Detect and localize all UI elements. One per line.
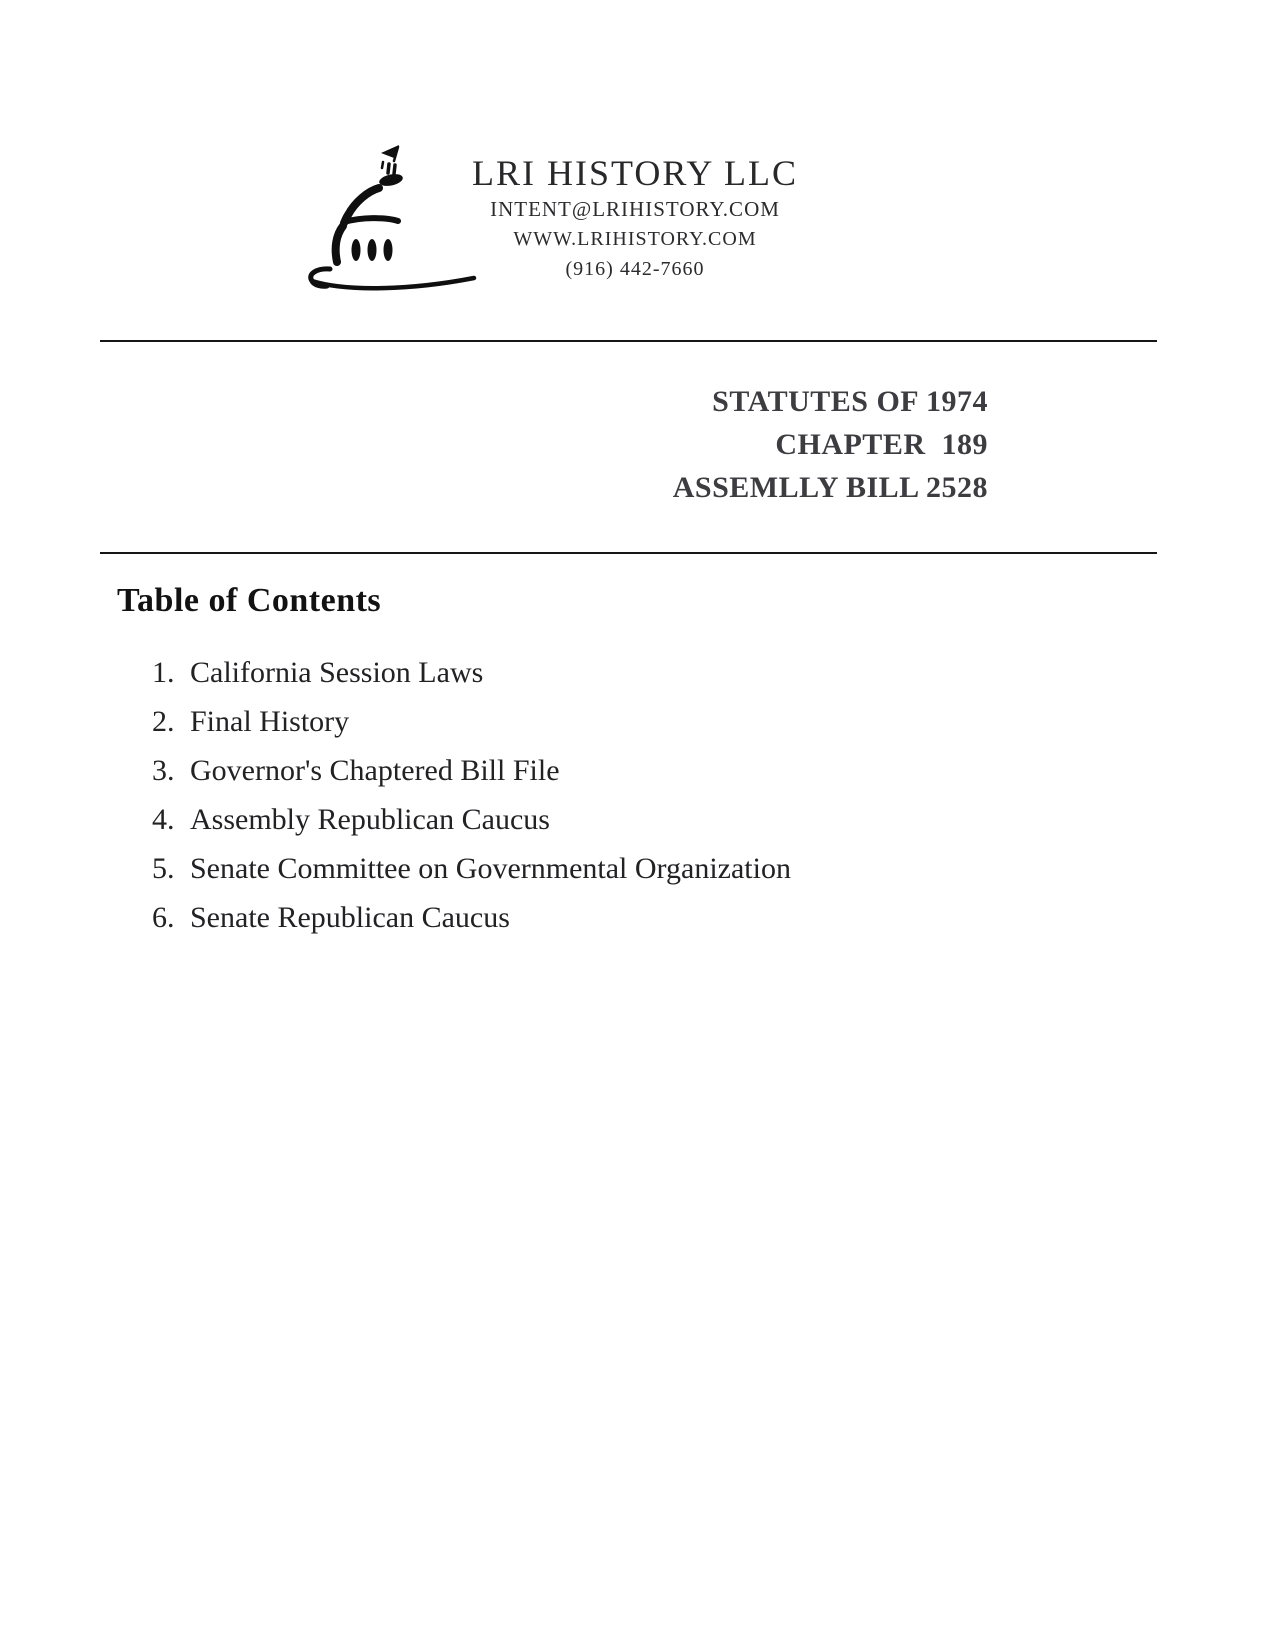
toc-heading: Table of Contents — [117, 582, 382, 619]
company-email: INTENT@LRIHISTORY.COM — [490, 197, 780, 221]
company-phone: (916) 442-7660 — [565, 258, 705, 280]
toc-item-label: Governor's Chaptered Bill File — [190, 754, 560, 787]
toc-list — [152, 648, 791, 942]
company-name: LRI HISTORY LLC — [471, 153, 798, 193]
toc-item-number: 5. — [152, 852, 175, 885]
toc-item-label: Assembly Republican Caucus — [190, 803, 550, 836]
horizontal-rule-top — [100, 340, 1157, 342]
toc-list-item — [152, 893, 791, 942]
company-website: WWW.LRIHISTORY.COM — [513, 228, 757, 250]
toc-list-item — [152, 746, 791, 795]
statutes-year-line: STATUTES OF 1974 — [712, 385, 988, 418]
toc-item-number: 2. — [152, 705, 175, 738]
company-header — [375, 152, 895, 284]
toc-item-label: Senate Republican Caucus — [190, 901, 510, 934]
toc-item-label: Final History — [190, 705, 350, 738]
toc-item-label: Senate Committee on Governmental Organization — [190, 852, 791, 885]
toc-item-number: 1. — [152, 656, 175, 689]
assembly-bill-line: ASSEMLLY BILL 2528 — [672, 471, 988, 504]
toc-item-label: California Session Laws — [190, 656, 484, 689]
toc-list-item — [152, 844, 791, 893]
toc-item-number: 6. — [152, 901, 175, 934]
toc-item-number: 4. — [152, 803, 175, 836]
horizontal-rule-bottom — [100, 552, 1157, 554]
chapter-line: CHAPTER 189 — [775, 428, 988, 461]
toc-item-number: 3. — [152, 754, 175, 787]
statute-title-block — [388, 380, 988, 509]
toc-list-item — [152, 795, 791, 844]
toc-list-item — [152, 697, 791, 746]
toc-list-item — [152, 648, 791, 697]
